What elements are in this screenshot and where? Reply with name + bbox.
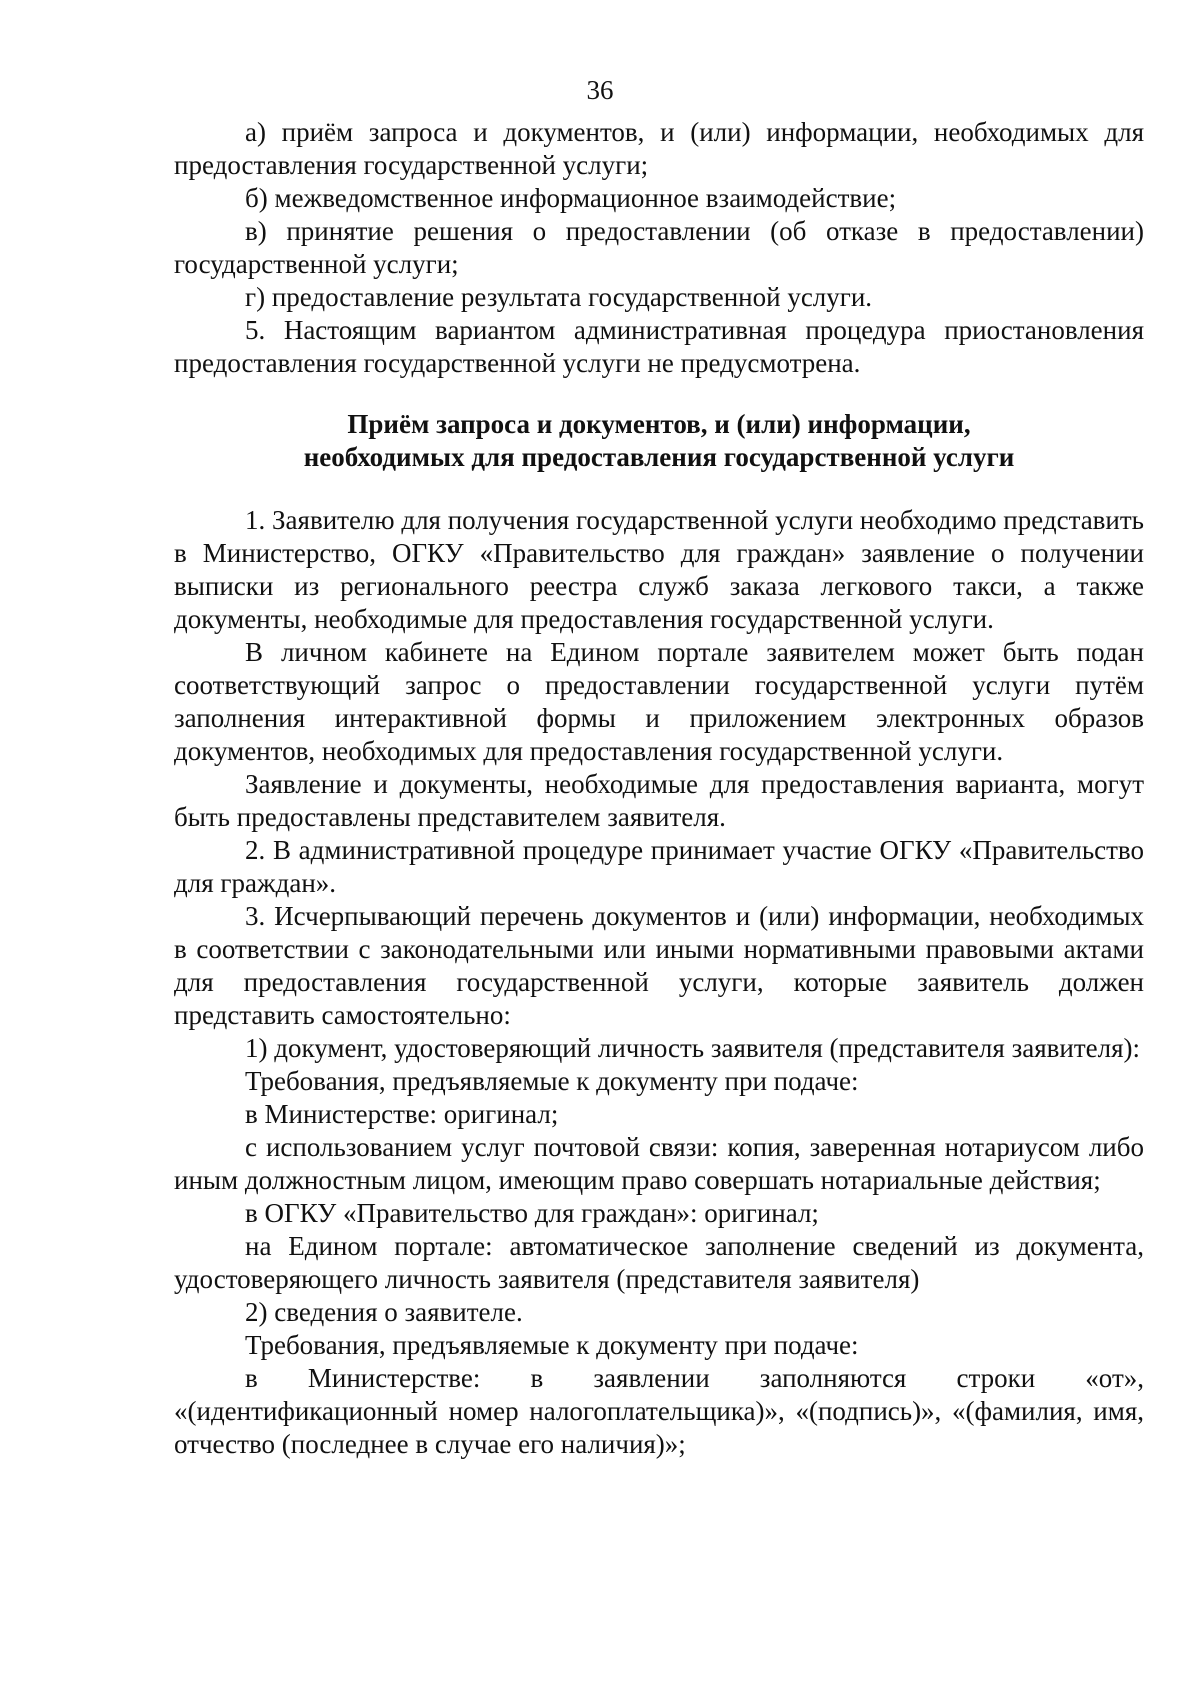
body-paragraph: Заявление и документы, необходимые для предоставления варианта, могут быть предоставлены представителем заявителя. [174, 769, 1144, 832]
body-paragraph: в Министерстве: оригинал; [245, 1099, 559, 1129]
body-paragraph: В личном кабинете на Едином портале заявителем может быть подан соответствующий запрос о предоставлении государственной услуги путём заполнения интерактивной формы и приложением электронных образов документов, необходимых для предоставления государственной услуги. [174, 637, 1144, 766]
intro-paragraph: б) межведомственное информационное взаимодействие; [245, 183, 897, 213]
body-paragraph: на Едином портале: автоматическое заполнение сведений из документа, удостоверяющего личность заявителя (представителя заявителя) [174, 1231, 1144, 1294]
intro-paragraph: а) приём запроса и документов, и (или) информации, необходимых для предоставления государственной услуги; [174, 117, 1144, 180]
page-number: 36 [586, 75, 614, 105]
body-paragraph: 1) документ, удостоверяющий личность заявителя (представителя заявителя): [245, 1033, 1141, 1063]
section-heading-line: необходимых для предоставления государственной услуги [303, 442, 1015, 472]
body-paragraph: Требования, предъявляемые к документу при подаче: [245, 1330, 859, 1360]
body-paragraph: 2. В административной процедуре принимает участие ОГКУ «Правительство для граждан». [174, 835, 1144, 898]
body-paragraph: в ОГКУ «Правительство для граждан»: оригинал; [245, 1198, 819, 1228]
body-paragraph: 3. Исчерпывающий перечень документов и (или) информации, необходимых в соответствии с законодательными или иными нормативными правовыми актами для предоставления государственной услуги, которые заявитель должен представить самостоятельно: [174, 901, 1144, 1030]
body-paragraph: в Министерстве: в заявлении заполняются строки «от», «(идентификационный номер налогоплательщика)», «(подпись)», «(фамилия, имя, отчество (последнее в случае его наличия)»; [174, 1363, 1144, 1459]
page-content [174, 116, 1144, 1461]
body-paragraph: с использованием услуг почтовой связи: копия, заверенная нотариусом либо иным должностным лицом, имеющим право совершать нотариальные действия; [174, 1132, 1144, 1195]
section-heading-line: Приём запроса и документов, и (или) информации, [347, 409, 971, 439]
body-paragraph: 1. Заявителю для получения государственной услуги необходимо представить в Министерство, ОГКУ «Правительство для граждан» заявление о получении выписки из регионального реестра служб заказа легкового такси, а также документы, необходимые для предоставления государственной услуги. [174, 505, 1144, 634]
intro-paragraph: в) принятие решения о предоставлении (об отказе в предоставлении) государственной услуги; [174, 216, 1144, 279]
body-paragraph: Требования, предъявляемые к документу при подаче: [245, 1066, 859, 1096]
intro-paragraph: г) предоставление результата государственной услуги. [245, 282, 873, 312]
body-paragraph: 2) сведения о заявителе. [245, 1297, 523, 1327]
section-heading [174, 408, 1144, 474]
intro-paragraph: 5. Настоящим вариантом административная процедура приостановления предоставления государственной услуги не предусмотрена. [174, 315, 1144, 378]
